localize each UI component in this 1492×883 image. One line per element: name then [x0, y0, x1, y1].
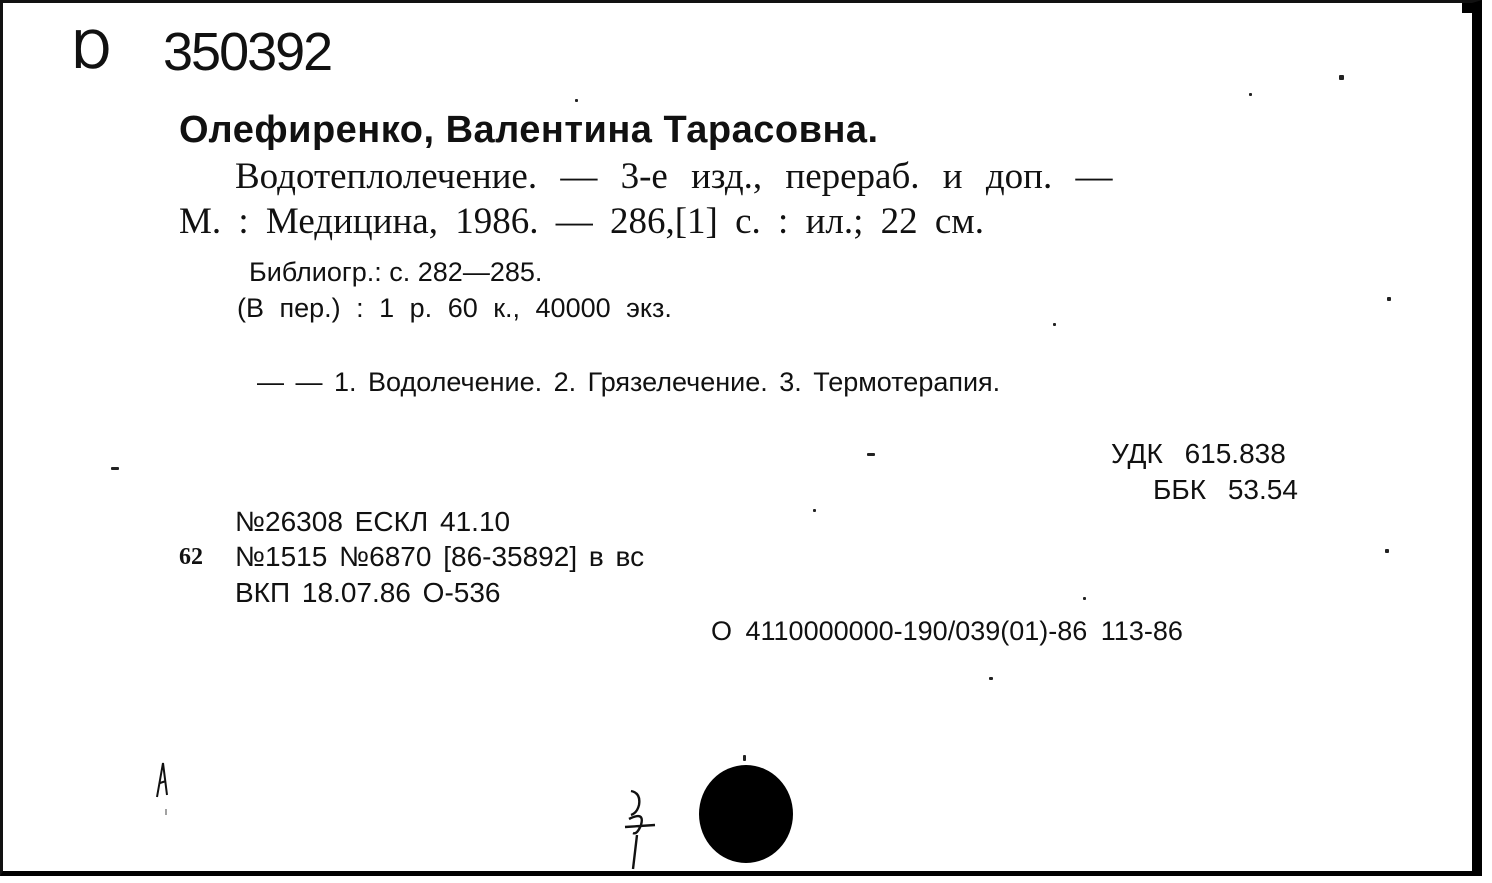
- handwritten-mark-b: [615, 785, 675, 875]
- publication-statement: М. : Медицина, 1986. — 286,[1] с. : ил.; 22 см.: [179, 201, 984, 242]
- author-heading: Олефиренко, Валентина Тарасовна.: [179, 109, 879, 151]
- card-corner-mark: [1462, 3, 1472, 13]
- tech-line-3: ВКП 18.07.86 О-536: [235, 577, 501, 608]
- speck: [1385, 549, 1389, 553]
- bbk-code: ББК 53.54: [1153, 474, 1298, 505]
- title-statement: Водотеплолечение. — 3-е изд., перераб. и доп. —: [235, 156, 1113, 197]
- speck: [813, 509, 816, 512]
- tech-prefix: 62: [179, 544, 203, 570]
- shelfmark-number: 350392: [163, 22, 332, 82]
- speck: [743, 755, 746, 761]
- price-note: (В пер.) : 1 р. 60 к., 40000 экз.: [237, 293, 672, 323]
- handwritten-mark-a: [151, 755, 181, 815]
- subject-headings: — — 1. Водолечение. 2. Грязелечение. 3. Термотерапия.: [257, 367, 1001, 397]
- tech-line-1: №26308 ЕСКЛ 41.10: [235, 506, 511, 537]
- speck: [1083, 597, 1086, 600]
- bibliography-note: Библиогр.: с. 282—285.: [249, 257, 543, 287]
- speck: [575, 99, 578, 102]
- speck: [111, 467, 119, 470]
- speck: [1249, 93, 1252, 96]
- speck: [1053, 323, 1056, 326]
- tech-line-2: №1515 №6870 [86-35892] в вс: [235, 541, 645, 572]
- speck: [989, 677, 993, 680]
- punch-hole: [699, 765, 793, 863]
- speck: [1387, 297, 1391, 301]
- speck: [867, 453, 875, 456]
- udk-code: УДК 615.838: [1111, 438, 1286, 469]
- shelfmark-letter: Ɒ: [73, 22, 114, 80]
- speck: [1339, 75, 1344, 80]
- publisher-code: О 4110000000-190/039(01)-86 113-86: [711, 616, 1183, 646]
